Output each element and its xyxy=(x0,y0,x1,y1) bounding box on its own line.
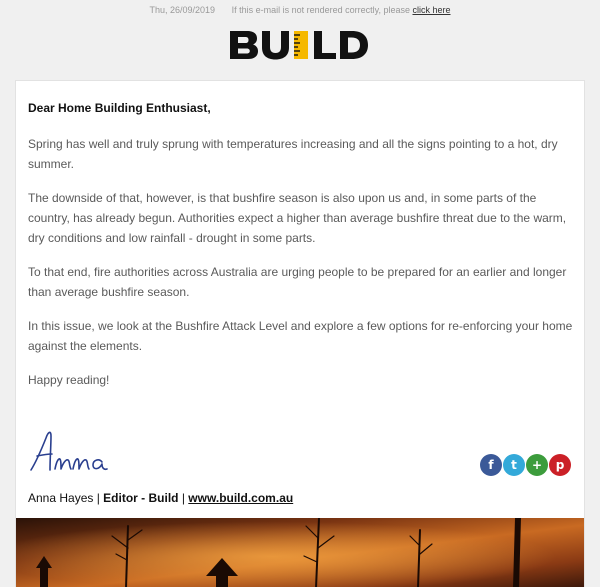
render-notice: If this e-mail is not rendered correctly, please xyxy=(231,5,413,15)
email-date: Thu, 26/09/2019 xyxy=(149,5,216,15)
email-content xyxy=(28,100,576,390)
social-links xyxy=(480,454,571,476)
paragraph-this-issue: In this issue, we look at the Bushfire Attack Level and explore a few options for re-enforcing your home against the elements. xyxy=(28,319,573,353)
preheader xyxy=(0,5,600,15)
build-logo-mark xyxy=(227,28,373,62)
greeting: Dear Home Building Enthusiast, xyxy=(28,101,211,115)
google-plus-icon[interactable]: + xyxy=(526,454,548,476)
build-logo[interactable] xyxy=(0,28,600,67)
editor-byline: Anna Hayes | Editor - Build | www.build.com.au xyxy=(28,491,294,505)
editor-name: Anna Hayes xyxy=(28,491,94,505)
paragraph-fire-authorities: To that end, fire authorities across Australia are urging people to be prepared for an earlier and longer than average bushfire season. xyxy=(28,265,567,299)
email-body-card xyxy=(15,80,585,587)
bushfire-hero-image[interactable] xyxy=(16,518,584,587)
view-in-browser-link[interactable]: click here xyxy=(412,5,451,15)
editor-role: Editor - Build xyxy=(103,491,179,505)
website-link[interactable]: www.build.com.au xyxy=(188,491,294,505)
facebook-icon[interactable]: f xyxy=(480,454,502,476)
handwritten-signature xyxy=(28,426,118,481)
twitter-icon[interactable]: t xyxy=(503,454,525,476)
paragraph-sign-off: Happy reading! xyxy=(28,373,110,387)
paragraph-intro: Spring has well and truly sprung with temperatures increasing and all the signs pointing to a hot, dry summer. xyxy=(28,137,558,171)
signature-image xyxy=(28,426,118,476)
paragraph-bushfire-season: The downside of that, however, is that bushfire season is also upon us and, in some parts of the country, has already begun. Authorities expect a higher than average bushfire threat due to the warm, dry conditions and low rainfall - drought in some parts. xyxy=(28,191,567,245)
bushfire-photo xyxy=(16,518,584,587)
pinterest-icon[interactable]: p xyxy=(549,454,571,476)
